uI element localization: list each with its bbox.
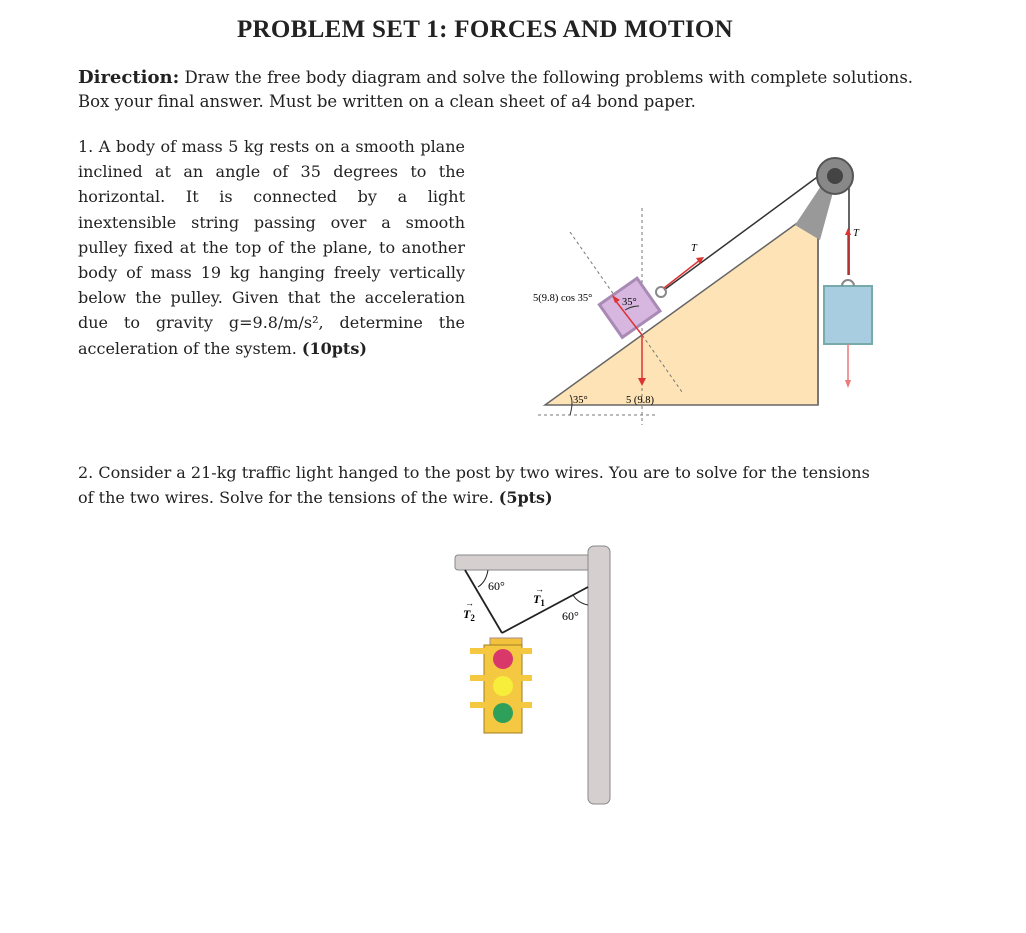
traffic-light-diagram — [440, 540, 620, 810]
normal-force-label: 5(9.8) cos 35° — [533, 293, 593, 304]
problem-1 — [78, 134, 465, 361]
directions-text: Draw the free body diagram and solve the following problems with complete solutions. Box your final answer. Must be written on a clean sheet of a4 bond paper. — [78, 68, 914, 111]
angle-left-label: 60° — [488, 579, 505, 593]
page-title: PROBLEM SET 1: FORCES AND MOTION — [236, 16, 733, 43]
red-light — [493, 649, 513, 669]
weight-label: 5 (9.8) — [626, 395, 654, 406]
directions-label: Direction: — [78, 67, 180, 88]
hanging-block-19kg — [824, 286, 872, 344]
tension-label-incline: T — [691, 243, 697, 254]
block-angle-label: 35° — [622, 297, 637, 308]
incline — [545, 208, 818, 405]
problem-2-text: 2. Consider a 21-kg traffic light hanged to the post by two wires. You are to solve for the tensions of the two wires. Solve for the tensions of the wire. — [78, 463, 870, 507]
svg-text:→: → — [535, 584, 544, 594]
yellow-light — [493, 676, 513, 696]
post — [588, 546, 610, 804]
t1-label: T — [533, 592, 541, 606]
traffic-light — [470, 638, 532, 733]
problem-2-points: (5pts) — [498, 488, 553, 507]
tension-label-hanging: T — [853, 228, 859, 239]
t2-subscript: 2 — [470, 613, 475, 623]
svg-text:T2 — [463, 607, 475, 623]
base-angle-label: 35° — [573, 395, 588, 406]
problem-1-points: (10pts) — [301, 338, 367, 358]
svg-text:T1 — [533, 592, 545, 608]
directions — [78, 66, 938, 114]
green-light — [493, 703, 513, 723]
problem-1-text: 1. A body of mass 5 kg rests on a smooth plane inclined at an angle of 35 degrees to the horizontal. It is connected by a light inextensible string passing over a smooth pulley fixed at the top of the plane, to another body of mass 19 kg hanging freely vertically below the pulley. Given that the acceleration due to gravity g=9.8/m/s², determine the acceleration of the system. — [78, 137, 465, 358]
angle-right-label: 60° — [562, 609, 579, 623]
svg-text:→: → — [465, 598, 474, 608]
inclined-plane-pulley-diagram — [530, 140, 890, 430]
t2-label: T — [463, 607, 471, 621]
problem-2 — [78, 460, 878, 510]
post-arm — [455, 555, 595, 570]
t1-subscript: 1 — [540, 598, 545, 608]
